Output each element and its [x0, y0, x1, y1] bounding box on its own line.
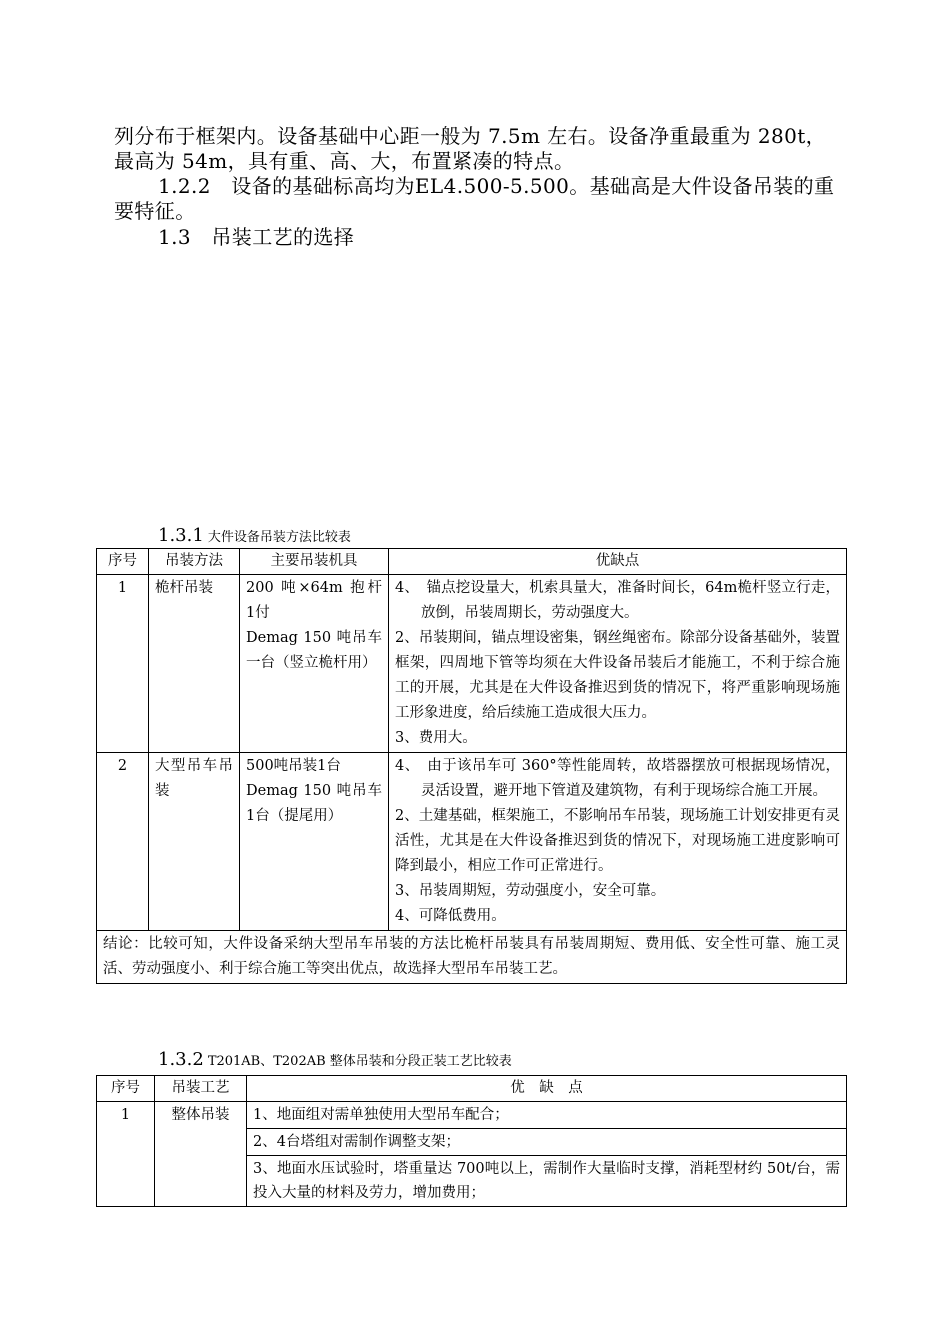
point-item: 2、吊装期间，锚点埋设密集，钢丝绳密布。除部分设备基础外，装置框架，四周地下管等均须在大件设备吊装后才能施工，不利于综合施工的开展，尤其是在大件设备推迟到货的情况下，将严重影响现场施工形象进度，给后续施工造成很大压力。: [395, 630, 840, 721]
paragraph-equipment-layout: 列分布于框架内。设备基础中心距一般为 7.5m 左右。设备净重最重为 280t，最高为 54m，具有重、高、大，布置紧凑的特点。: [114, 124, 827, 173]
tool-item: 200 吨×64m 抱杆 1付: [246, 580, 382, 621]
point-item: 4、 锚点挖设量大，机索具量大，准备时间长，64m桅杆竖立行走，放倒，吊装周期长，劳动强度大。: [395, 580, 840, 621]
section-heading-lifting-process: 1.3 吊装工艺的选择: [158, 225, 355, 249]
row-number: 1: [97, 575, 149, 753]
table-row: [97, 1102, 847, 1207]
table2-header-row: [97, 1076, 847, 1102]
row-tools: [240, 575, 389, 753]
tool-item: Demag 150 吨吊车一台（竖立桅杆用）: [246, 630, 382, 671]
tool-item: Demag 150 吨吊车 1台（提尾用）: [246, 783, 382, 824]
table2-caption: [158, 1051, 512, 1071]
table1-caption-number: 1.3.1: [158, 525, 204, 546]
table1-header-tools: 主要吊装机具: [240, 549, 389, 575]
table2-header-process: 吊装工艺: [155, 1076, 247, 1102]
row-points: [389, 575, 847, 753]
table1-header-row: [97, 549, 847, 575]
row-points: [389, 753, 847, 931]
point-item: 2、土建基础，框架施工，不影响吊车吊装，现场施工计划安排更有灵活性，尤其是在大件设备推迟到货的情况下，对现场施工进度影响可降到最小，相应工作可正常进行。: [395, 808, 840, 874]
row-number: 1: [97, 1102, 155, 1207]
table2-header-points: 优 缺 点: [247, 1076, 847, 1102]
process-comparison-table: [96, 1075, 847, 1207]
table2-caption-number: 1.3.2: [158, 1049, 204, 1070]
table-row: [97, 753, 847, 931]
point-item: 3、吊装周期短，劳动强度小，安全可靠。: [395, 883, 666, 899]
row-method: 大型吊车吊装: [149, 753, 240, 931]
row-number: 2: [97, 753, 149, 931]
point-item: 1、地面组对需单独使用大型吊车配合；: [247, 1102, 846, 1129]
table2-header-no: 序号: [97, 1076, 155, 1102]
lifting-method-comparison-table: [96, 548, 847, 984]
point-item: 4、 由于该吊车可 360°等性能周转，故塔器摆放可根据现场情况，灵活设置，避开地下管道及建筑物，有利于现场综合施工开展。: [395, 758, 840, 799]
row-process: 整体吊装: [155, 1102, 247, 1207]
row-points: [247, 1102, 847, 1207]
table1-header-no: 序号: [97, 549, 149, 575]
point-item: 3、费用大。: [395, 730, 477, 746]
table1-conclusion-row: [97, 931, 847, 984]
table1-caption: [158, 527, 351, 547]
point-item: 2、4台塔组对需制作调整支架；: [247, 1129, 846, 1156]
row-tools: [240, 753, 389, 931]
conclusion-text: 结论：比较可知，大件设备采纳大型吊车吊装的方法比桅杆吊装具有吊装周期短、费用低、安全性可靠、施工灵活、劳动强度小、利于综合施工等突出优点，故选择大型吊车吊装工艺。: [97, 931, 847, 984]
point-item: 3、地面水压试验时，塔重量达 700吨以上，需制作大量临时支撑，消耗型材约 50t/台，需投入大量的材料及劳力，增加费用；: [253, 1161, 840, 1201]
row-method: 桅杆吊装: [149, 575, 240, 753]
table-row: [97, 575, 847, 753]
tool-item: 500吨吊装1台: [246, 758, 341, 774]
point-item: 4、可降低费用。: [395, 908, 506, 924]
table1-header-method: 吊装方法: [149, 549, 240, 575]
table2-caption-text: T201AB、T202AB 整体吊装和分段正装工艺比较表: [207, 1054, 512, 1069]
table1-caption-text: 大件设备吊装方法比较表: [207, 530, 351, 545]
table1-header-points: 优缺点: [389, 549, 847, 575]
paragraph-foundation-elevation: 1.2.2 设备的基础标高均为EL4.500-5.500。基础高是大件设备吊装的重要特征。: [114, 174, 835, 223]
